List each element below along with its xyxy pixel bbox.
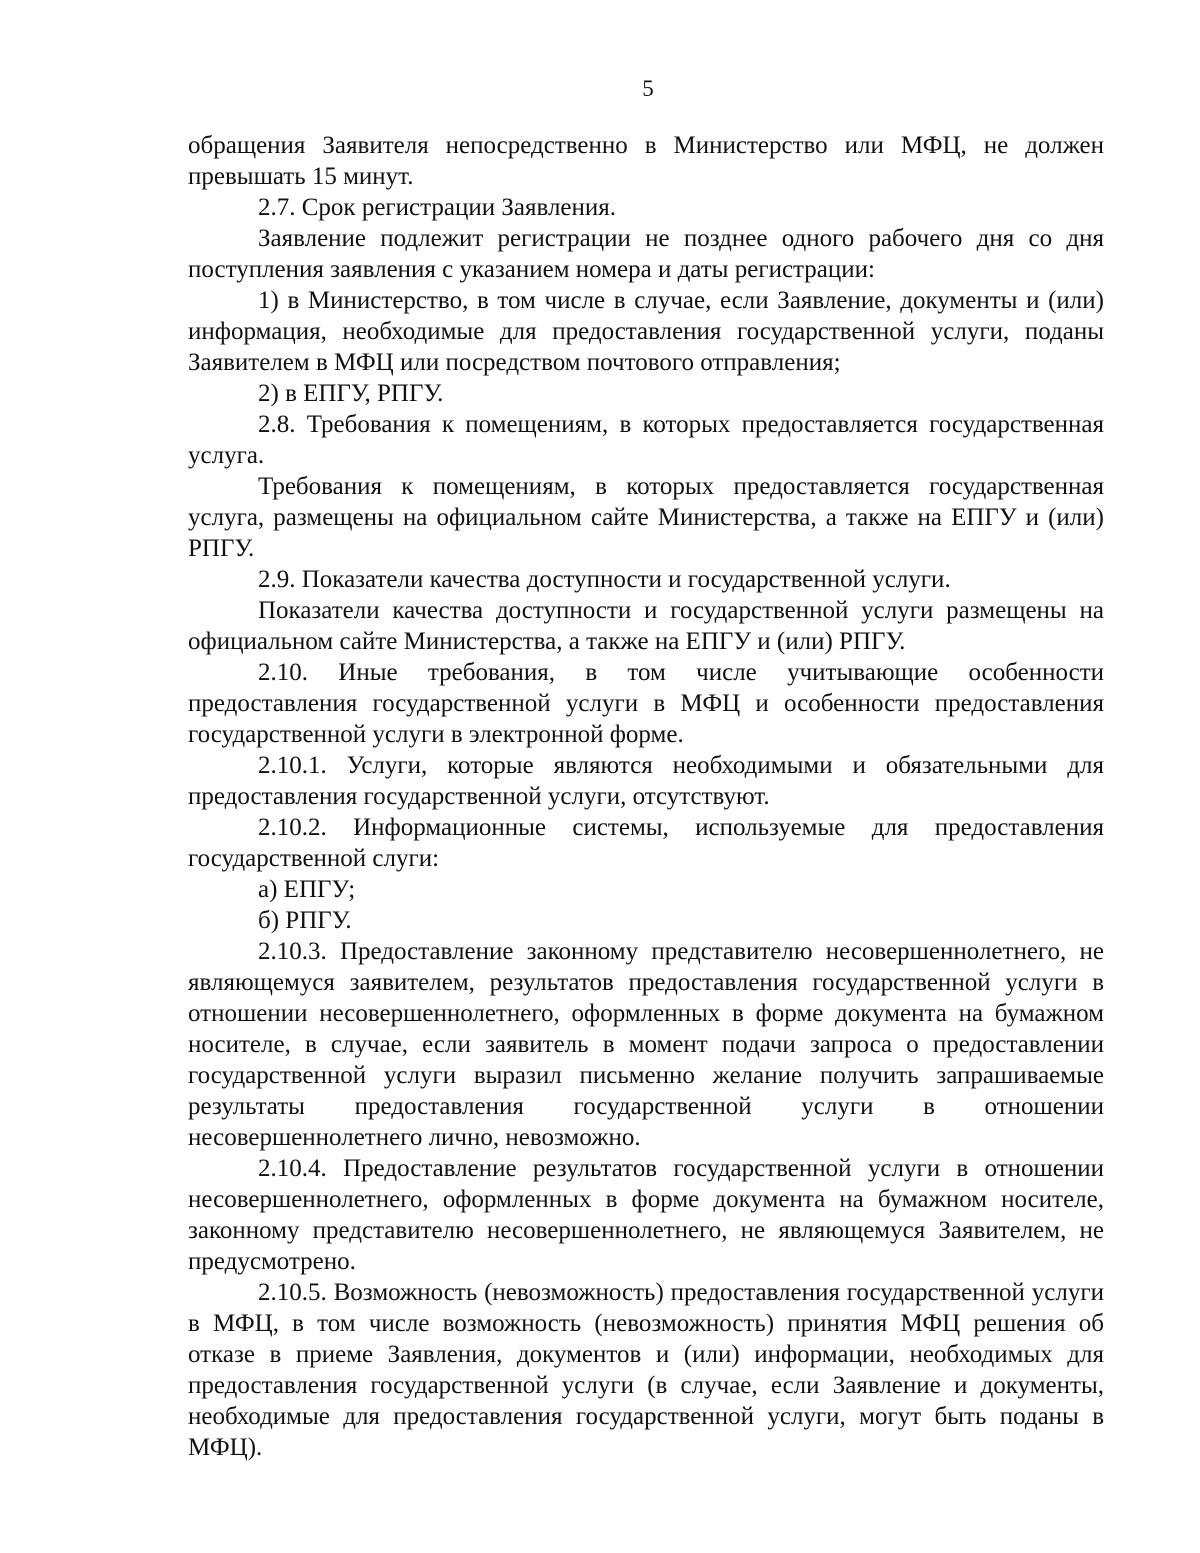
document-body <box>188 130 1104 1463</box>
list-item: 2) в ЕПГУ, РПГУ. <box>258 380 444 407</box>
list-item: 1) в Министерство, в том числе в случае, если Заявление, документы и (или) информация, необходимые для предоставления государственной услуги, поданы Заявителем в МФЦ или посредством почтового отправления; <box>188 287 1104 376</box>
paragraph-continuation: обращения Заявителя непосредственно в Министерство или МФЦ, не должен превышать 15 минут. <box>188 132 1104 190</box>
section-heading-2-10: 2.10. Иные требования, в том числе учитывающие особенности предоставления государственной услуги в МФЦ и особенности предоставления государственной услуги в электронной форме. <box>188 659 1104 748</box>
section-heading-2-9: 2.9. Показатели качества доступности и государственной услуги. <box>258 566 951 593</box>
paragraph-2-10-4: 2.10.4. Предоставление результатов государственной услуги в отношении несовершеннолетнего, оформленных в форме документа на бумажном носителе, законному представителю несовершеннолетнего, не являющемуся Заявителем, не предусмотрено. <box>188 1155 1104 1275</box>
page-number: 5 <box>642 76 654 101</box>
paragraph: Показатели качества доступности и государственной услуги размещены на официальном сайте Министерства, а также на ЕПГУ и (или) РПГУ. <box>188 597 1104 655</box>
paragraph-2-10-5: 2.10.5. Возможность (невозможность) предоставления государственной услуги в МФЦ, в том числе возможность (невозможность) принятия МФЦ решения об отказе в приеме Заявления, документов и (или) информации, необходимых для предоставления государственной услуги (в случае, если Заявление и документы, необходимые для предоставления государственной услуги, могут быть поданы в МФЦ). <box>188 1279 1104 1461</box>
section-heading-2-7: 2.7. Срок регистрации Заявления. <box>258 194 617 221</box>
list-item: а) ЕПГУ; <box>258 876 356 903</box>
paragraph: Заявление подлежит регистрации не позднее одного рабочего дня со дня поступления заявления с указанием номера и даты регистрации: <box>188 225 1104 283</box>
paragraph: Требования к помещениям, в которых предоставляется государственная услуга, размещены на официальном сайте Министерства, а также на ЕПГУ и (или) РПГУ. <box>188 473 1104 562</box>
section-heading-2-8: 2.8. Требования к помещениям, в которых предоставляется государственная услуга. <box>188 411 1104 469</box>
paragraph-2-10-1: 2.10.1. Услуги, которые являются необходимыми и обязательными для предоставления государственной услуги, отсутствуют. <box>188 752 1104 810</box>
paragraph-2-10-3: 2.10.3. Предоставление законному представителю несовершеннолетнего, не являющемуся заявителем, результатов предоставления государственной услуги в отношении несовершеннолетнего, оформленных в форме документа на бумажном носителе, в случае, если заявитель в момент подачи запроса о предоставлении государственной услуги выразил письменно желание получить запрашиваемые результаты предоставления государственной услуги в отношении несовершеннолетнего лично, невозможно. <box>188 938 1104 1151</box>
list-item: б) РПГУ. <box>258 907 352 934</box>
paragraph-2-10-2: 2.10.2. Информационные системы, используемые для предоставления государственной слуги: <box>188 814 1104 872</box>
